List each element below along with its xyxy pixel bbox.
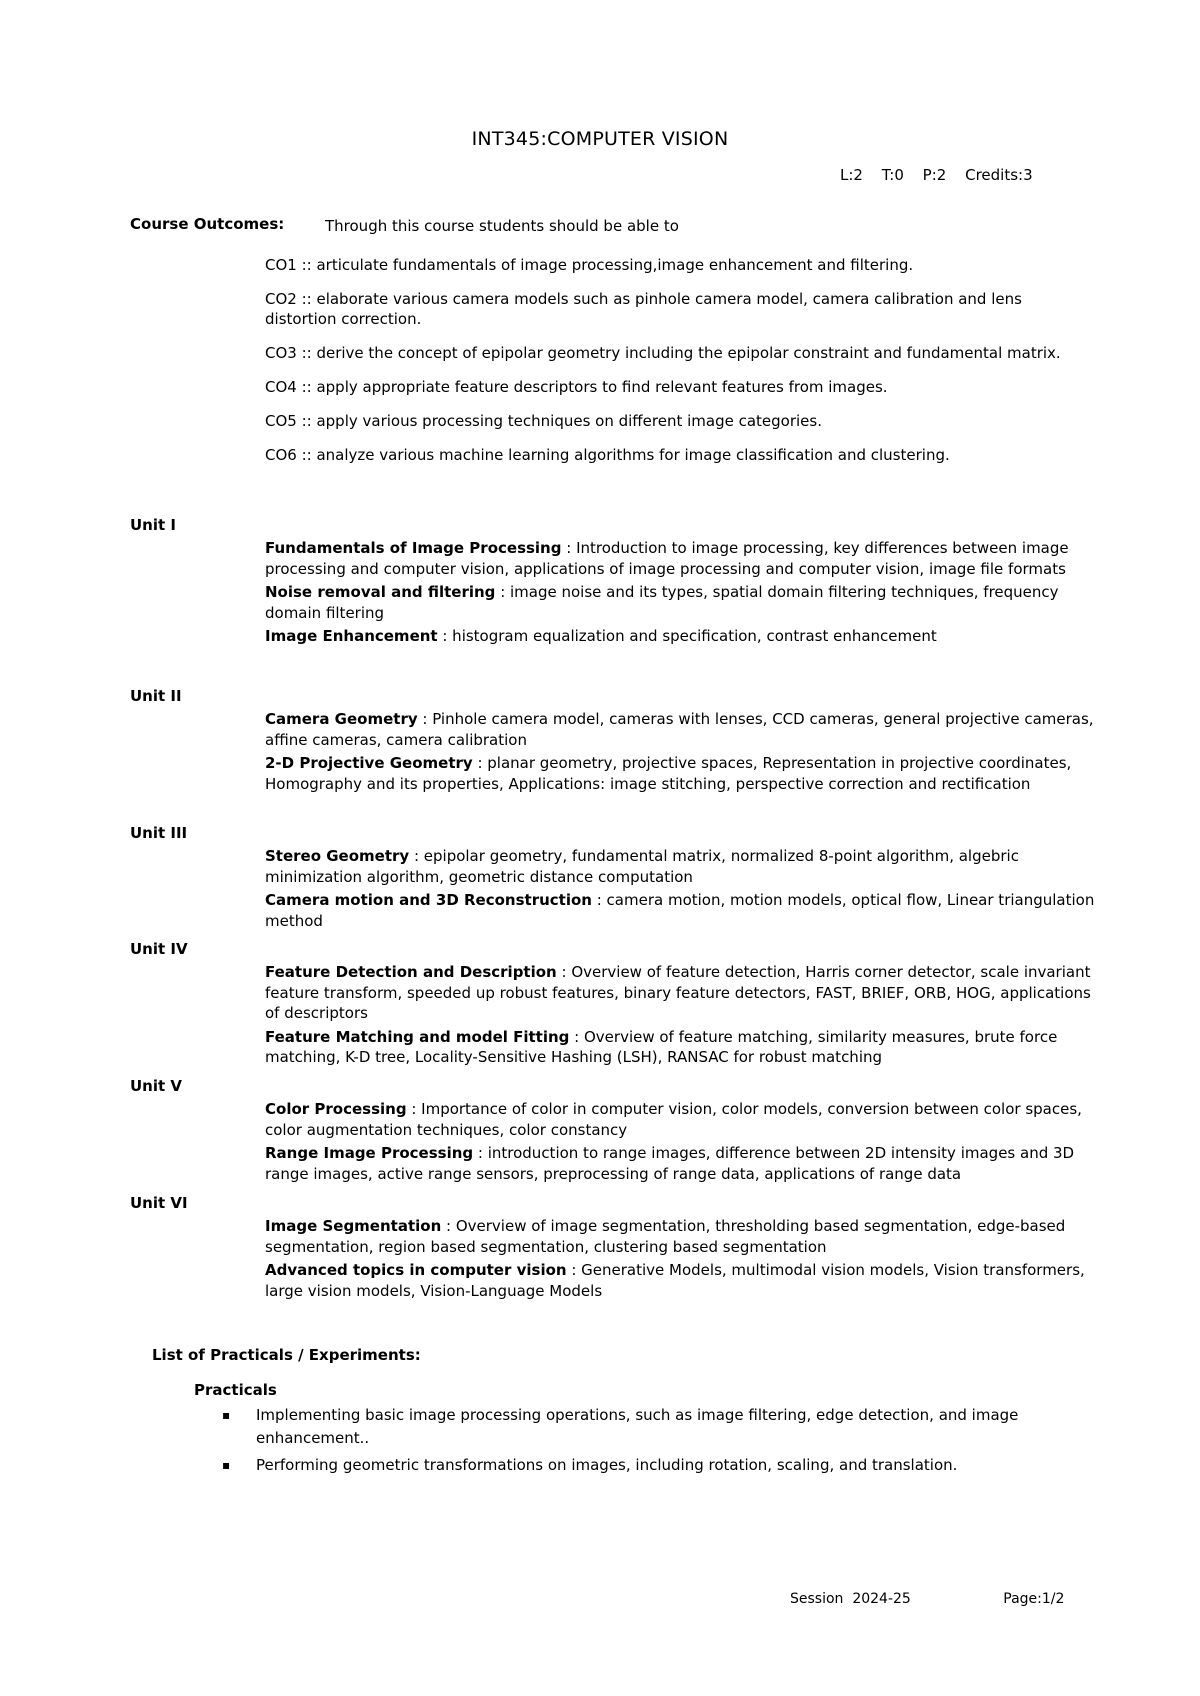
tutorial-hours: T:0: [881, 166, 904, 184]
unit-topic: [265, 1216, 1100, 1257]
unit-2: [130, 686, 1100, 794]
unit-topic: [265, 1260, 1100, 1301]
course-outcome-item: CO6 :: analyze various machine learning algorithms for image classification and clustering.: [265, 446, 950, 464]
course-outcomes-intro: Through this course students should be able to: [325, 217, 679, 235]
practical-text: Implementing basic image processing operations, such as image filtering, edge detection, and image enhancement..: [256, 1406, 1019, 1447]
course-outcome-item: CO5 :: apply various processing techniques on different image categories.: [265, 412, 822, 430]
topic-description: : introduction to range images, difference between 2D intensity images and 3D range images, active range sensors, preprocessing of range data, applications of range data: [265, 1144, 1075, 1183]
unit-3: [130, 823, 1100, 931]
unit-topic: [265, 626, 1100, 647]
topic-title: Image Enhancement: [265, 627, 438, 645]
practical-text: Performing geometric transformations on images, including rotation, scaling, and translation.: [256, 1456, 958, 1474]
topic-title: Feature Detection and Description: [265, 963, 557, 981]
unit-label: Unit II: [130, 687, 182, 705]
practical-item: [220, 1404, 1100, 1450]
ltp-credits: [840, 166, 1047, 184]
course-outcome-item: CO1 :: articulate fundamentals of image processing,image enhancement and filtering.: [265, 256, 914, 274]
unit-5: [130, 1076, 1100, 1184]
topic-description: : Overview of image segmentation, thresholding based segmentation, edge-based segmentation, region based segmentation, clustering based segmentation: [265, 1217, 1066, 1256]
topic-title: Camera motion and 3D Reconstruction: [265, 891, 592, 909]
practicals-list: [220, 1404, 1100, 1481]
unit-6: [130, 1193, 1100, 1301]
unit-topic: [265, 1027, 1100, 1068]
topic-description: : Overview of feature detection, Harris corner detector, scale invariant feature transform, speeded up robust features, binary feature detectors, FAST, BRIEF, ORB, HOG, applications of descriptors: [265, 963, 1091, 1022]
topic-title: 2-D Projective Geometry: [265, 754, 473, 772]
topic-description: : Introduction to image processing, key differences between image processing and computer vision, applications of image processing and computer vision, image file formats: [265, 539, 1069, 578]
unit-topic: [265, 753, 1100, 794]
topic-description: : camera motion, motion models, optical flow, Linear triangulation method: [265, 891, 1095, 930]
topic-title: Feature Matching and model Fitting: [265, 1027, 570, 1046]
topic-title: Camera Geometry: [265, 710, 418, 728]
topic-title: Noise removal and filtering: [265, 583, 496, 601]
unit-topic: [265, 582, 1100, 623]
topic-description: : epipolar geometry, fundamental matrix, normalized 8-point algorithm, algebric minimization algorithm, geometric distance computation: [265, 847, 1019, 886]
course-outcome-item: CO3 :: derive the concept of epipolar geometry including the epipolar constraint and fundamental matrix.: [265, 344, 1061, 362]
course-outcomes-list: [265, 255, 1095, 465]
unit-topic: [265, 1099, 1100, 1140]
unit-label: Unit III: [130, 824, 188, 842]
unit-label: Unit I: [130, 516, 176, 534]
topic-description: : Generative Models, multimodal vision models, Vision transformers, large vision models, Vision-Language Models: [265, 1261, 1085, 1300]
practical-hours: P:2: [922, 166, 947, 184]
practicals-subheading: Practicals: [194, 1381, 277, 1399]
unit-label: Unit V: [130, 1077, 183, 1095]
unit-topic: [265, 890, 1100, 931]
topic-title: Image Segmentation: [265, 1217, 442, 1235]
topic-description: : planar geometry, projective spaces, Representation in projective coordinates, Homography and its properties, Applications: image stitching, perspective correction and rectification: [265, 754, 1072, 793]
unit-topic: [265, 709, 1100, 750]
topic-title: Advanced topics in computer vision: [265, 1261, 567, 1279]
square-bullet-icon: ▪: [222, 1408, 231, 1422]
page-footer: [790, 1590, 1064, 1608]
unit-topic: [265, 962, 1100, 1024]
session-label: Session 2024-25: [790, 1591, 911, 1607]
course-title: INT345:COMPUTER VISION: [471, 128, 729, 150]
topic-description: : image noise and its types, spatial domain filtering techniques, frequency domain filtering: [265, 583, 1059, 622]
unit-topic: [265, 1143, 1100, 1184]
unit-label: Unit IV: [130, 940, 188, 958]
course-outcomes-label: Course Outcomes:: [130, 215, 285, 233]
page-number: Page:1/2: [1003, 1591, 1065, 1607]
topic-title: Color Processing: [265, 1100, 407, 1118]
course-outcome-item: CO4 :: apply appropriate feature descriptors to find relevant features from images.: [265, 378, 888, 396]
practicals-heading: List of Practicals / Experiments:: [152, 1346, 421, 1364]
topic-description: : Overview of feature matching, similarity measures, brute force matching, K-D tree, Locality-Sensitive Hashing (LSH), RANSAC for robust matching: [265, 1027, 1058, 1066]
topic-title: Fundamentals of Image Processing: [265, 539, 562, 557]
square-bullet-icon: ▪: [222, 1458, 231, 1472]
unit-topic: [265, 846, 1100, 887]
unit-4: [130, 939, 1100, 1068]
topic-title: Stereo Geometry: [265, 847, 410, 865]
unit-1: [130, 515, 1100, 647]
unit-label: Unit VI: [130, 1194, 188, 1212]
practical-item: [220, 1454, 1100, 1477]
lecture-hours: L:2: [840, 166, 863, 184]
course-outcome-item: CO2 :: elaborate various camera models such as pinhole camera model, camera calibration and lens distortion correction.: [265, 290, 1022, 328]
credits: Credits:3: [965, 166, 1033, 184]
topic-description: : Pinhole camera model, cameras with lenses, CCD cameras, general projective cameras, affine cameras, camera calibration: [265, 710, 1094, 749]
unit-topic: [265, 538, 1100, 579]
topic-description: : Importance of color in computer vision, color models, conversion between color spaces, color augmentation techniques, color constancy: [265, 1100, 1082, 1139]
topic-title: Range Image Processing: [265, 1144, 474, 1162]
topic-description: : histogram equalization and specification, contrast enhancement: [437, 627, 937, 645]
